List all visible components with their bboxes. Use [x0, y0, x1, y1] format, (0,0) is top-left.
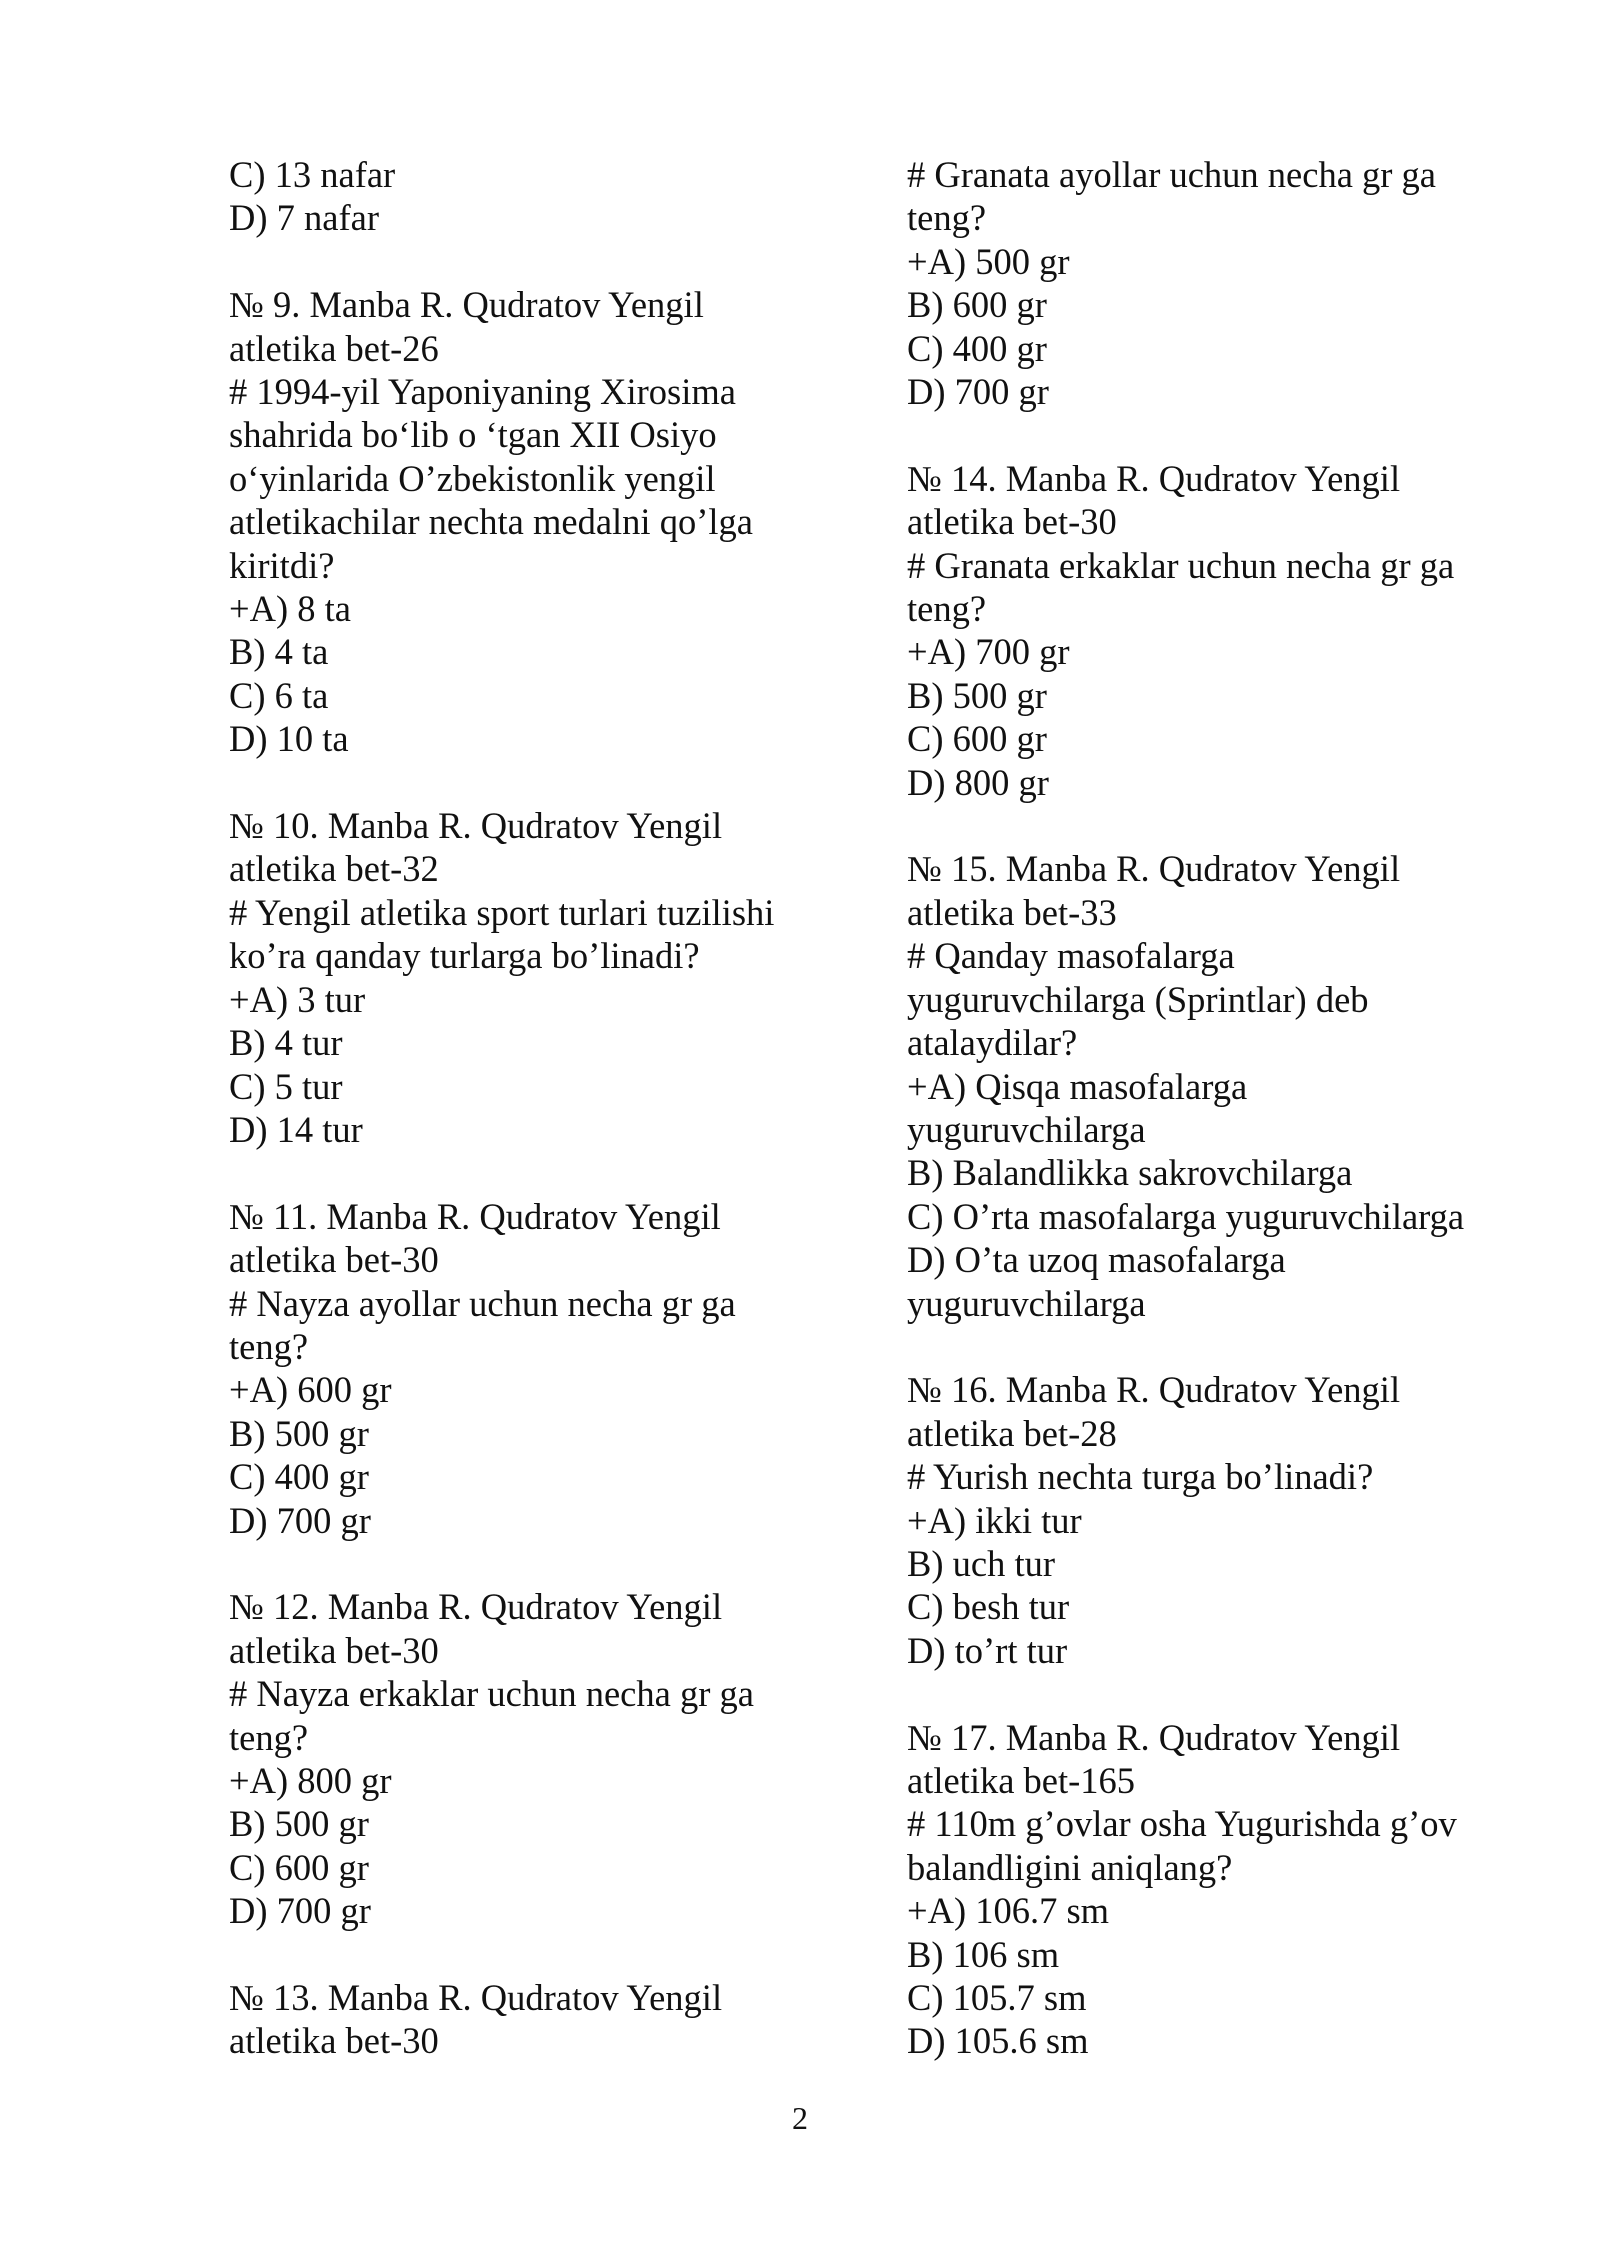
text-line: ko’ra qanday turlarga bo’linadi? — [229, 935, 700, 977]
text-line: № 14. Manba R. Qudratov Yengil — [907, 457, 1401, 499]
text-line: yuguruvchilarga — [907, 1282, 1146, 1324]
text-line: D) 800 gr — [907, 761, 1049, 803]
text-line: kiritdi? — [229, 544, 335, 586]
text-line: teng? — [229, 1716, 309, 1758]
text-line: № 13. Manba R. Qudratov Yengil — [229, 1976, 723, 2018]
text-line: D) 10 ta — [229, 718, 349, 760]
text-line: B) 4 ta — [229, 631, 329, 673]
text-line: C) 5 tur — [229, 1065, 343, 1107]
left-column — [229, 153, 849, 2063]
text-line: B) 500 gr — [229, 1803, 369, 1845]
text-line: shahrida bo‘lib o ‘tgan XII Osiyo — [229, 414, 717, 456]
text-line: C) 600 gr — [229, 1846, 369, 1888]
text-line: D) 700 gr — [907, 371, 1049, 413]
text-line: +A) 3 tur — [229, 978, 366, 1020]
text-line: D) to’rt tur — [907, 1629, 1068, 1671]
text-line: yuguruvchilarga (Sprintlar) deb — [907, 978, 1369, 1020]
text-line: teng? — [907, 588, 987, 630]
text-line: teng? — [907, 197, 987, 239]
question-block — [229, 1976, 849, 2063]
text-line: # 110m g’ovlar osha Yugurishda g’ov — [907, 1803, 1457, 1845]
text-line: D) 700 gr — [229, 1499, 371, 1541]
text-line: +A) 500 gr — [907, 240, 1070, 282]
text-line: +A) ikki tur — [907, 1499, 1082, 1541]
text-line: B) 4 tur — [229, 1022, 343, 1064]
text-line: +A) 8 ta — [229, 588, 351, 630]
text-line: balandligini aniqlang? — [907, 1846, 1233, 1888]
question-block — [229, 804, 849, 1151]
text-line: atletika bet-30 — [229, 1239, 439, 1281]
text-line: № 9. Manba R. Qudratov Yengil — [229, 284, 704, 326]
text-line: C) besh tur — [907, 1586, 1070, 1628]
text-line: № 17. Manba R. Qudratov Yengil — [907, 1716, 1401, 1758]
text-line: +A) Qisqa masofalarga — [907, 1065, 1248, 1107]
text-line: B) 500 gr — [907, 674, 1047, 716]
text-line: № 15. Manba R. Qudratov Yengil — [907, 848, 1401, 890]
text-line: B) 600 gr — [907, 284, 1047, 326]
text-line: № 12. Manba R. Qudratov Yengil — [229, 1586, 723, 1628]
text-line: C) 13 nafar — [229, 154, 396, 195]
text-line: # Nayza ayollar uchun necha gr ga — [229, 1282, 736, 1324]
question-block — [229, 283, 849, 760]
text-line: +A) 106.7 sm — [907, 1890, 1110, 1932]
text-line: atletikachilar nechta medalni qo’lga — [229, 501, 753, 543]
text-line: atletika bet-30 — [229, 1629, 439, 1671]
text-line: C) O’rta masofalarga yuguruvchilarga — [907, 1195, 1465, 1237]
text-line: B) uch tur — [907, 1542, 1055, 1584]
question-block — [229, 1195, 849, 1542]
text-line: № 11. Manba R. Qudratov Yengil — [229, 1195, 721, 1237]
text-line: D) O’ta uzoq masofalarga — [907, 1239, 1286, 1281]
text-line: +A) 600 gr — [229, 1369, 392, 1411]
question-block — [907, 457, 1547, 804]
text-line: # Granata erkaklar uchun necha gr ga — [907, 544, 1455, 586]
text-line: # 1994-yil Yaponiyaning Xirosima — [229, 371, 736, 413]
text-line: № 16. Manba R. Qudratov Yengil — [907, 1369, 1401, 1411]
text-line: D) 700 gr — [229, 1890, 371, 1932]
question-block — [907, 153, 1547, 413]
text-line: # Granata ayollar uchun necha gr ga — [907, 154, 1437, 195]
text-line: D) 105.6 sm — [907, 2020, 1089, 2062]
right-column — [907, 153, 1547, 2063]
question-block — [229, 153, 849, 240]
text-line: D) 14 tur — [229, 1108, 363, 1150]
text-line: atletika bet-28 — [907, 1412, 1117, 1454]
text-line: atalaydilar? — [907, 1022, 1078, 1064]
text-line: B) 106 sm — [907, 1933, 1060, 1975]
text-line: C) 400 gr — [907, 327, 1047, 369]
text-line: C) 6 ta — [229, 674, 329, 716]
text-line: # Nayza erkaklar uchun necha gr ga — [229, 1673, 754, 1715]
text-line: # Qanday masofalarga — [907, 935, 1235, 977]
text-line: teng? — [229, 1325, 309, 1367]
page-number: 2 — [792, 2100, 808, 2136]
question-block — [907, 1368, 1547, 1672]
text-line: atletika bet-26 — [229, 327, 439, 369]
text-line: # Yurish nechta turga bo’linadi? — [907, 1456, 1374, 1498]
text-line: C) 105.7 sm — [907, 1977, 1087, 2018]
question-block — [907, 1716, 1547, 2063]
text-line: C) 400 gr — [229, 1456, 369, 1498]
text-line: atletika bet-30 — [229, 2020, 439, 2062]
text-line: yuguruvchilarga — [907, 1108, 1146, 1150]
text-line: o‘yinlarida O’zbekistonlik yengil — [229, 457, 716, 499]
text-line: B) Balandlikka sakrovchilarga — [907, 1152, 1353, 1194]
question-block — [229, 1585, 849, 1932]
text-line: # Yengil atletika sport turlari tuzilishi — [229, 891, 775, 933]
text-line: +A) 700 gr — [907, 631, 1070, 673]
text-line: D) 7 nafar — [229, 197, 379, 239]
text-line: B) 500 gr — [229, 1412, 369, 1454]
text-line: C) 600 gr — [907, 718, 1047, 760]
text-line: № 10. Manba R. Qudratov Yengil — [229, 805, 723, 847]
text-line: atletika bet-165 — [907, 1759, 1136, 1801]
question-block — [907, 847, 1547, 1324]
text-line: atletika bet-30 — [907, 501, 1117, 543]
text-line: atletika bet-33 — [907, 891, 1117, 933]
text-line: +A) 800 gr — [229, 1759, 392, 1801]
text-line: atletika bet-32 — [229, 848, 439, 890]
